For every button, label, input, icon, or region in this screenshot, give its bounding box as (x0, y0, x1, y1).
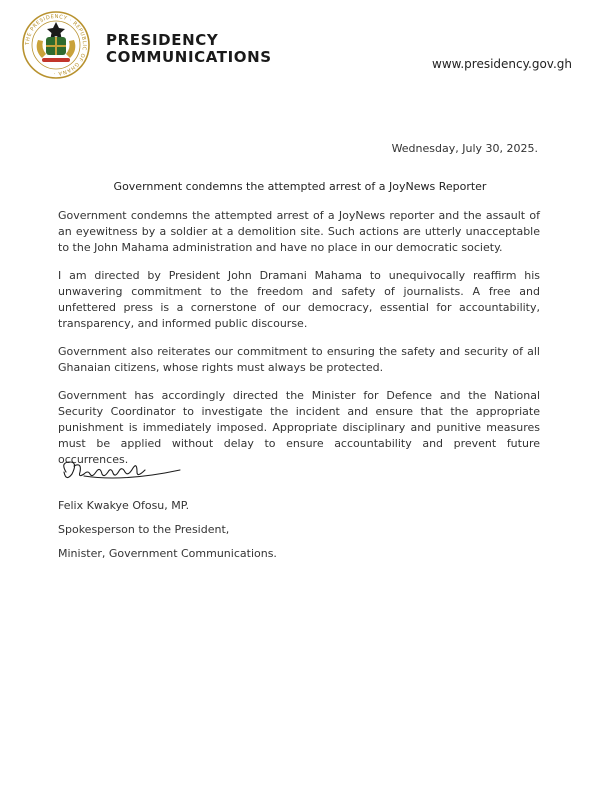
paragraph-4: Government has accordingly directed the Minister for Defence and the National Security Coordinator to investigate the incident and ensure that the appropriate punishment is immediately imposed. Appropriate disciplinary and punitive measures must be applied without delay to ensure accountability and prevent future occurrences. (58, 389, 540, 466)
signatory-name: Felix Kwakye Ofosu, MP. (58, 499, 190, 512)
signatory-role-minister: Minister, Government Communications. (58, 547, 277, 560)
brand-name (106, 32, 272, 66)
paragraph-1: Government condemns the attempted arrest of a JoyNews reporter and the assault of an eyewitness by a soldier at a demolition site. Such actions are utterly unacceptable to the John Mahama administration and have no place in our democratic society. (58, 209, 540, 254)
signatory-role-spokesperson: Spokesperson to the President, (58, 523, 230, 536)
release-body (58, 208, 540, 480)
svg-text:THE PRESIDENCY · REPUBLIC OF G: THE PRESIDENCY · REPUBLIC OF GHANA · (24, 13, 88, 77)
signatory-block (58, 494, 277, 566)
release-title: Government condemns the attempted arrest of a JoyNews Reporter (113, 180, 487, 193)
paragraph-2: I am directed by President John Dramani Mahama to unequivocally reaffirm his unwavering commitment to the freedom and safety of journalists. A free and unfettered press is a cornerstone of our democracy, essential for accountability, transparency, and informed public discourse. (58, 269, 540, 330)
brand-line-presidency: PRESIDENCY (106, 31, 219, 49)
release-date: Wednesday, July 30, 2025. (391, 142, 538, 155)
paragraph-3: Government also reiterates our commitment to ensuring the safety and security of all Ghanaian citizens, whose rights must always be protected. (58, 345, 540, 374)
handwritten-signature (56, 452, 188, 488)
presidency-seal-icon (18, 10, 98, 80)
letterhead (18, 10, 578, 80)
brand-line-communications: COMMUNICATIONS (106, 48, 272, 66)
website-url: www.presidency.gov.gh (432, 57, 572, 71)
